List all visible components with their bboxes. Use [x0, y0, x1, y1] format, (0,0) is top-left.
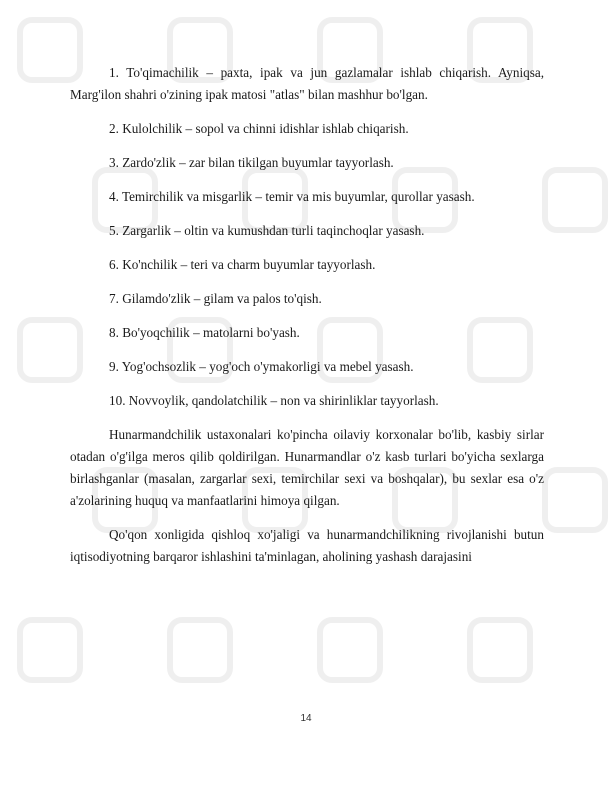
- paragraph-pottery: 2. Kulolchilik – sopol va chinni idishlar ishlab chiqarish.: [109, 121, 409, 136]
- paragraph-workshops: Hunarmandchilik ustaxonalari ko'pincha oilaviy korxonalar bo'lib, kasbiy sirlar otadan o'g'ilga meros qilib qoldirilgan. Hunarmandlar o'z kasb turlari bo'yicha sexlarga birlashganlar (masalan, zargarlar sexi, temirchilar sexi va boshqalar), bu sexlar esa o'z a'zolarining huquq va manfaatlarini himoya qilgan.: [70, 427, 544, 508]
- page-number: 14: [300, 713, 312, 724]
- paragraph-blacksmithing: 4. Temirchilik va misgarlik – temir va mis buyumlar, qurollar yasash.: [109, 189, 475, 204]
- document-body: [70, 62, 544, 580]
- paragraph-woodwork: 9. Yog'ochsozlik – yog'och o'ymakorligi va mebel yasash.: [109, 359, 414, 374]
- paragraph-gold-embroidery: 3. Zardo'zlik – zar bilan tikilgan buyumlar tayyorlash.: [109, 155, 394, 170]
- paragraph-economy: Qo'qon xonligida qishloq xo'jaligi va hunarmandchilikning rivojlanishi butun iqtisodiyotning barqaror ishlashini ta'minlagan, aholining yashash darajasini: [70, 527, 544, 564]
- paragraph-leatherwork: 6. Ko'nchilik – teri va charm buyumlar tayyorlash.: [109, 257, 376, 272]
- paragraph-jewelry: 5. Zargarlik – oltin va kumushdan turli taqinchoqlar yasash.: [109, 223, 425, 238]
- paragraph-baking: 10. Novvoylik, qandolatchilik – non va shirinliklar tayyorlash.: [109, 393, 439, 408]
- paragraph-weaving: 1. To'qimachilik – paxta, ipak va jun gazlamalar ishlab chiqarish. Ayniqsa, Marg'ilon shahri o'zining ipak matosi "atlas" bilan mashhur bo'lgan.: [70, 65, 544, 102]
- paragraph-carpet-weaving: 7. Gilamdo'zlik – gilam va palos to'qish.: [109, 291, 322, 306]
- paragraph-dyeing: 8. Bo'yoqchilik – matolarni bo'yash.: [109, 325, 300, 340]
